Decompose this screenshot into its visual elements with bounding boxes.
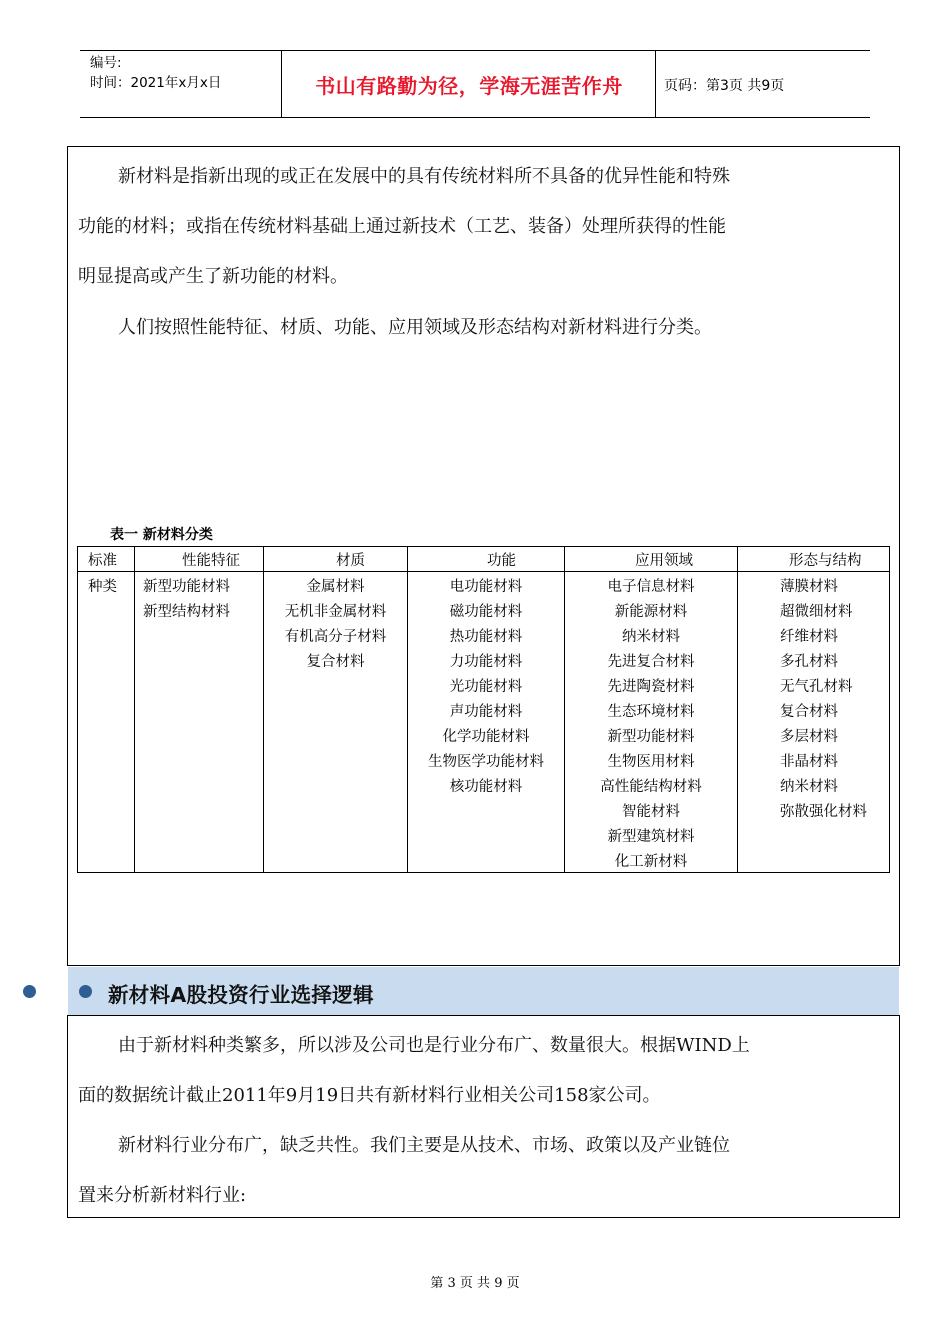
list-item: 新型功能材料 [143,579,230,595]
section-paragraph-line: 由于新材料种类繁多，所以涉及公司也是行业分布广、数量很大。根据WIND上 [118,1035,750,1056]
material-list [264,575,407,675]
list-item: 化工新材料 [614,854,688,870]
outer-bullet-icon [23,985,36,998]
header-top-rule [80,50,870,51]
list-item: 先进陶瓷材料 [607,679,695,695]
table-header-form-structure: 形态与结构 [789,553,862,569]
list-item: 核功能材料 [449,779,523,795]
header-motto: 书山有路勤为径，学海无涯苦作舟 [315,74,623,98]
list-item: 有机高分子材料 [284,629,387,645]
header-divider [281,50,282,117]
list-item: 纳米材料 [622,629,680,645]
section-paragraph-line: 置来分析新材料行业: [78,1185,247,1206]
bullet-icon [79,985,92,998]
list-item: 先进复合材料 [607,654,695,670]
form-structure-list [780,575,867,825]
intro-paragraph-line: 明显提高或产生了新功能的材料。 [78,266,348,287]
list-item: 电功能材料 [449,579,523,595]
intro-paragraph-classification: 人们按照性能特征、材质、功能、应用领域及形态结构对新材料进行分类。 [118,317,712,338]
page-footer: 第 3 页 共 9 页 [430,1276,520,1291]
list-item: 新能源材料 [614,604,688,620]
list-item: 生态环境材料 [607,704,695,720]
table-header-application: 应用领域 [635,553,693,569]
list-item: 非晶材料 [780,754,838,770]
section-paragraph-line: 面的数据统计截止2011年9月19日共有新材料行业相关公司158家公司。 [78,1085,661,1106]
section-title: 新材料A股投资行业选择逻辑 [108,983,374,1007]
list-item: 智能材料 [622,804,680,820]
list-item: 热功能材料 [449,629,523,645]
document-time-label: 时间：2021年x月x日 [90,75,222,91]
intro-paragraph-line: 功能的材料；或指在传统材料基础上通过新技术（工艺、装备）处理所获得的性能 [78,216,726,237]
table-header-material: 材质 [336,553,365,569]
document-number-label: 编号: [90,55,122,71]
table-header-performance: 性能特征 [182,553,240,569]
section-paragraph-line: 新材料行业分布广，缺乏共性。我们主要是从技术、市场、政策以及产业链位 [118,1135,730,1156]
row-label-category: 种类 [88,579,117,595]
header-page-label: 页码：第3页 共9页 [664,78,785,94]
list-item: 纤维材料 [780,629,838,645]
header-divider [655,50,656,117]
list-item: 生物医学功能材料 [428,754,544,770]
table-column-divider [134,547,135,872]
list-item: 光功能材料 [449,679,523,695]
table-header-rule [78,571,889,572]
list-item: 多孔材料 [780,654,838,670]
list-item: 电子信息材料 [607,579,695,595]
table-header-function: 功能 [487,553,516,569]
header-bottom-rule [80,117,870,118]
application-list [565,575,737,875]
list-item: 磁功能材料 [449,604,523,620]
list-item: 声功能材料 [449,704,523,720]
list-item: 无机非金属材料 [284,604,387,620]
classification-table [77,546,890,873]
intro-paragraph-line: 新材料是指新出现的或正在发展中的具有传统材料所不具备的优异性能和特殊 [118,166,730,187]
list-item: 生物医用材料 [607,754,695,770]
header-meta [90,53,221,93]
table-caption: 表一 新材料分类 [110,527,213,543]
list-item: 新型建筑材料 [607,829,695,845]
list-item: 力功能材料 [449,654,523,670]
list-item: 复合材料 [306,654,365,670]
function-list [408,575,564,800]
list-item: 高性能结构材料 [600,779,702,795]
list-item: 金属材料 [306,579,365,595]
list-item: 无气孔材料 [780,679,853,695]
list-item: 薄膜材料 [780,579,838,595]
table-column-divider [737,547,738,872]
list-item: 新型结构材料 [143,604,230,620]
table-header-standard: 标准 [88,553,117,569]
list-item: 新型功能材料 [607,729,695,745]
list-item: 多层材料 [780,729,838,745]
list-item: 复合材料 [780,704,838,720]
performance-list [143,575,230,625]
table-row-label [88,575,117,600]
list-item: 化学功能材料 [442,729,530,745]
list-item: 纳米材料 [780,779,838,795]
list-item: 超微细材料 [780,604,853,620]
list-item: 弥散强化材料 [780,804,867,820]
